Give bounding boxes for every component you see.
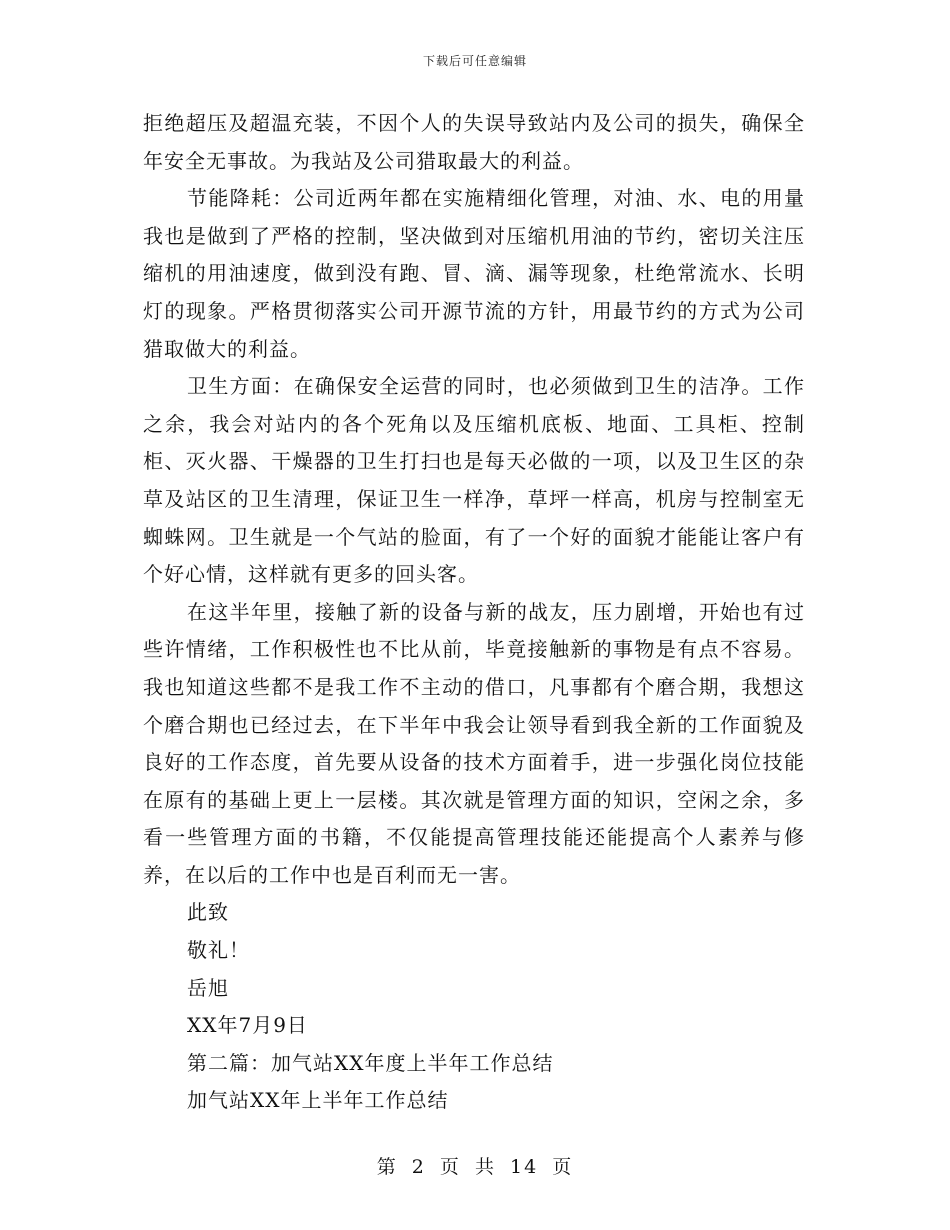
page-label-mid2: 共 xyxy=(474,1156,496,1178)
document-body xyxy=(143,105,805,1120)
closing-line: 此致 xyxy=(187,900,229,925)
paragraph-energy-saving: 节能降耗：公司近两年都在实施精细化管理，对油、水、电的用量我也是做到了严格的控制，坚决做到对压缩机用油的节约，密切关注压缩机的用油速度，做到没有跑、冒、滴、漏等现象，杜绝常流水、长明灯的现象。严格贯彻落实公司开源节流的方针，用最节约的方式为公司猎取做大的利益。 xyxy=(143,186,805,361)
page-label-suffix: 页 xyxy=(552,1156,574,1178)
salute-line: 敬礼！ xyxy=(187,938,250,963)
paragraph-half-year: 在这半年里，接触了新的设备与新的战友，压力剧增，开始也有过些许情绪，工作积极性也不比从前，毕竟接触新的事物是有点不容易。我也知道这些都不是我工作不主动的借口，凡事都有个磨合期，我想这个磨合期也已经过去，在下半年中我会让领导看到我全新的工作面貌及良好的工作态度，首先要从设备的技术方面着手，进一步强化岗位技能在原有的基础上更上一层楼。其次就是管理方面的知识，空闲之余，多看一些管理方面的书籍，不仅能提高管理技能还能提高个人素养与修养，在以后的工作中也是百利而无一害。 xyxy=(143,599,805,887)
page-label-prefix: 第 xyxy=(376,1156,398,1178)
date-line: XX年7月9日 xyxy=(187,1013,308,1038)
paragraph-continued: 拒绝超压及超温充装，不因个人的失误导致站内及公司的损失，确保全年安全无事故。为我站及公司猎取最大的利益。 xyxy=(143,111,805,173)
signature-line: 岳旭 xyxy=(187,975,229,1000)
page-header xyxy=(0,52,950,69)
header-note: 下载后可任意编辑 xyxy=(422,54,527,68)
page-footer xyxy=(0,1152,950,1179)
next-section-title: 第二篇：加气站XX年度上半年工作总结 xyxy=(187,1050,554,1075)
total-pages-number: 14 xyxy=(510,1156,539,1178)
page-label-mid1: 页 xyxy=(439,1156,461,1178)
next-section-subtitle: 加气站XX年上半年工作总结 xyxy=(187,1088,449,1113)
paragraph-hygiene: 卫生方面：在确保安全运营的同时，也必须做到卫生的洁净。工作之余，我会对站内的各个死角以及压缩机底板、地面、工具柜、控制柜、灭火器、干燥器的卫生打扫也是每天必做的一项，以及卫生区的杂草及站区的卫生清理，保证卫生一样净，草坪一样高，机房与控制室无蜘蛛网。卫生就是一个气站的脸面，有了一个好的面貌才能能让客户有个好心情，这样就有更多的回头客。 xyxy=(143,374,805,587)
current-page-number: 2 xyxy=(411,1156,426,1178)
